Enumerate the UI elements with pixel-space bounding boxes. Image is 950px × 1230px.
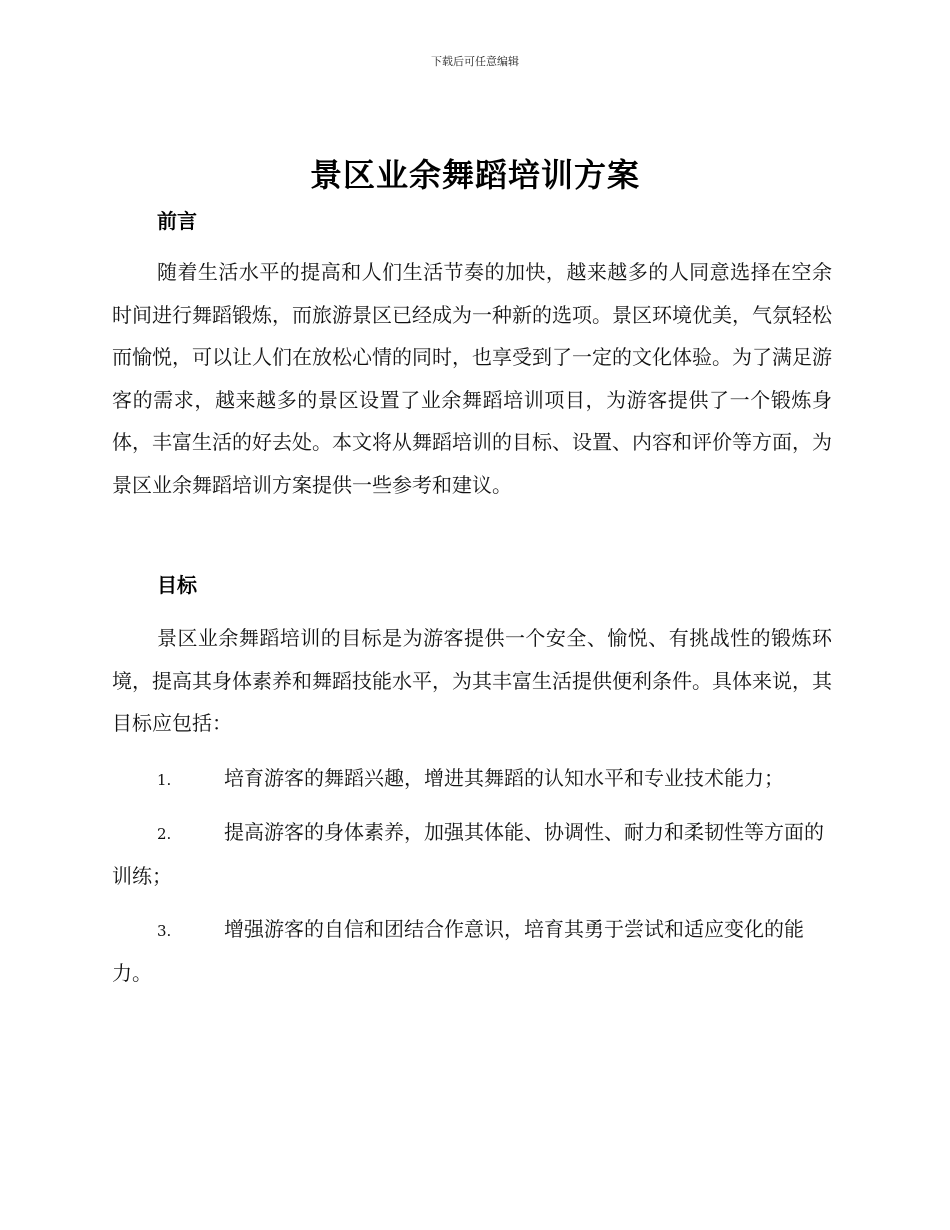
list-item bbox=[112, 757, 832, 801]
list-item-number: 3. bbox=[157, 922, 172, 940]
list-item bbox=[112, 908, 832, 994]
list-item-text: 增强游客的自信和团结合作意识，培育其勇于尝试和适应变化的能力。 bbox=[112, 917, 804, 985]
section-heading-goals: 目标 bbox=[157, 573, 197, 597]
section-heading-preface: 前言 bbox=[157, 209, 197, 233]
list-item-text: 培育游客的舞蹈兴趣，增进其舞蹈的认知水平和专业技术能力； bbox=[224, 766, 784, 790]
goals-paragraph: 景区业余舞蹈培训的目标是为游客提供一个安全、愉悦、有挑战性的锻炼环境，提高其身体素养和舞蹈技能水平，为其丰富生活提供便利条件。具体来说，其目标应包括： bbox=[112, 626, 832, 735]
preface-paragraph: 随着生活水平的提高和人们生活节奏的加快，越来越多的人同意选择在空余时间进行舞蹈锻炼，而旅游景区已经成为一种新的选项。景区环境优美，气氛轻松而愉悦，可以让人们在放松心情的同时，也享受到了一定的文化体验。为了满足游客的需求，越来越多的景区设置了业余舞蹈培训项目，为游客提供了一个锻炼身体，丰富生活的好去处。本文将从舞蹈培训的目标、设置、内容和评价等方面，为景区业余舞蹈培训方案提供一些参考和建议。 bbox=[112, 260, 832, 497]
list-item bbox=[112, 811, 832, 897]
list-item-text: 提高游客的身体素养，加强其体能、协调性、耐力和柔韧性等方面的训练； bbox=[112, 820, 824, 888]
list-item-number: 2. bbox=[157, 825, 172, 843]
document-title: 景区业余舞蹈培训方案 bbox=[309, 156, 640, 194]
page-header-note: 下载后可任意编辑 bbox=[431, 55, 519, 68]
list-item-number: 1. bbox=[157, 771, 172, 789]
